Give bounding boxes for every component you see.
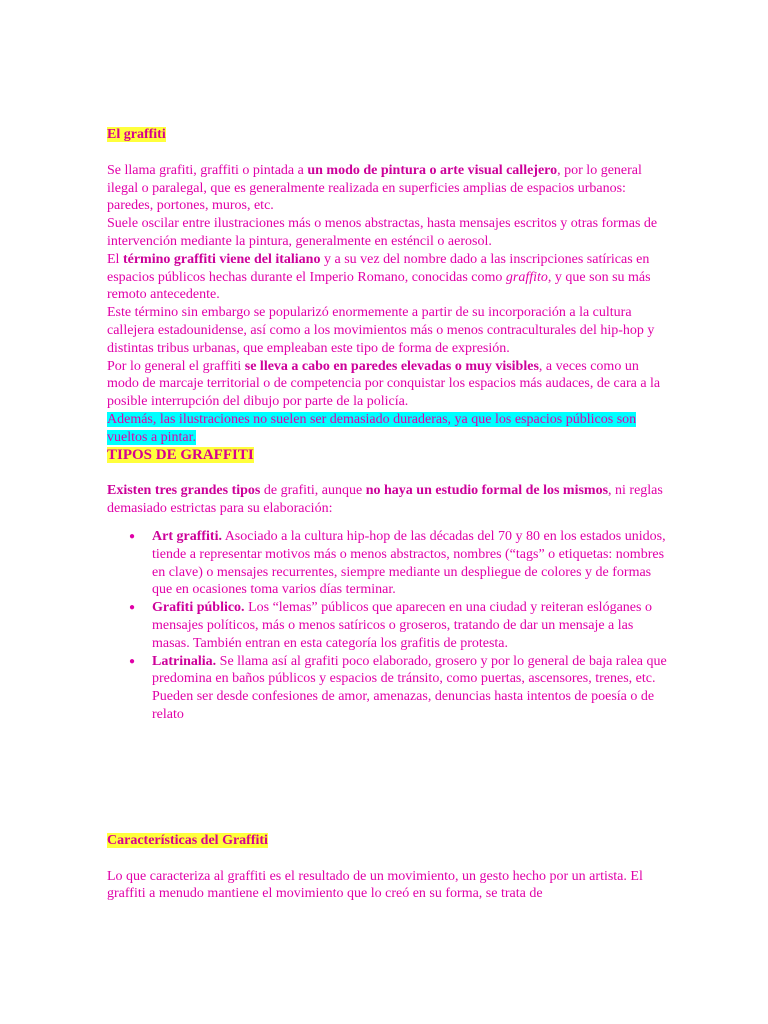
bold-run: un modo de pintura o arte visual callejero xyxy=(307,162,558,178)
caracteristicas-heading: Características del Graffiti xyxy=(107,832,268,848)
list-item-term: Art graffiti. xyxy=(152,528,222,544)
intro-paragraph-3 xyxy=(107,251,673,304)
caracteristicas-paragraph: Lo que caracteriza al graffiti es el resultado de un movimiento, un gesto hecho por un artista. El graffiti a menudo mantiene el movimiento que lo creó en su forma, se trata de xyxy=(107,868,643,902)
list-item-text: Se llama así al grafiti poco elaborado, grosero y por lo general de baja ralea que predomina en baños públicos y espacios de tránsito, como puertas, ascensores, trenes, etc. Pueden ser desde confesiones de amor, amenazas, denuncias hasta intentos de poesía o de relato xyxy=(152,653,667,722)
caracteristicas-heading-line xyxy=(107,832,673,850)
tipos-lead-paragraph xyxy=(107,482,673,518)
bold-run: no haya un estudio formal de los mismos xyxy=(365,483,609,499)
highlighted-text: Además, las ilustraciones no suelen ser demasiado duraderas, ya que los espacios públicos son vueltos a pintar. xyxy=(107,411,637,445)
text-run: , por lo general ilegal o paralegal, que es generalmente realizada en superficies amplias de espacios urbanos: paredes, portones, muros, etc. xyxy=(107,162,642,214)
list-item xyxy=(152,653,673,724)
text-run: Se llama grafiti, graffiti o pintada a xyxy=(107,162,308,178)
text-run: , a veces como un modo de marcaje territorial o de competencia por conquistar los espacios más audaces, de cara a la posible interrupción del dibujo por parte de la policía. xyxy=(107,358,661,410)
text-run: y a su vez del nombre dado a las inscripciones satíricas en espacios públicos hechas durante el Imperio Romano, conocidas como xyxy=(107,251,650,285)
list-item xyxy=(152,599,673,652)
italic-run: graffito xyxy=(505,269,548,285)
list-item-text: Los “lemas” públicos que aparecen en una ciudad y reiteran eslóganes o mensajes políticos, más o menos satíricos o groseros, tratando de dar un mensaje a las masas. También entran en esta categoría los grafitis de protesta. xyxy=(152,600,652,651)
bold-run: se lleva a cabo en paredes elevadas o muy visibles xyxy=(244,358,539,374)
bold-run: Existen tres grandes tipos xyxy=(107,483,261,499)
bold-run: término graffiti viene del italiano xyxy=(122,251,321,267)
list-item xyxy=(152,528,673,599)
list-item-text: Asociado a la cultura hip-hop de las décadas del 70 y 80 en los estados unidos, tiende a representar motivos más o menos abstractos, nombres (“tags” o etiquetas: nombres en clave) o mensajes recurrentes, siempre mediante un despliegue de colores y de formas que en ocasiones toma varios días terminar. xyxy=(152,528,666,598)
text-run: Por lo general el graffiti xyxy=(107,358,245,374)
tipos-heading: TIPOS DE GRAFFITI xyxy=(107,446,254,463)
intro-paragraph-4: Este término sin embargo se popularizó enormemente a partir de su incorporación a la cultura callejera estadounidense, así como a los movimientos más o menos contraculturales del hip-hop y distintas tribus urbanas, que empleaban este tipo de forma de expresión. xyxy=(107,305,655,356)
list-item-term: Latrinalia. xyxy=(152,653,217,669)
list-item-term: Grafiti público. xyxy=(152,600,245,616)
tipos-list xyxy=(107,528,673,724)
doc-title: El graffiti xyxy=(107,127,166,142)
intro-paragraph-2: Suele oscilar entre ilustraciones más o menos abstractas, hasta mensajes escritos y otras formas de intervención mediante la pintura, generalmente en esténcil o aerosol. xyxy=(107,216,658,249)
text-run: El xyxy=(107,251,123,267)
tipos-heading-line xyxy=(107,447,673,465)
text-run: de grafiti, aunque xyxy=(260,483,366,499)
text-run: , ni reglas demasiado estrictas para su elaboración: xyxy=(107,483,663,517)
doc-title-line xyxy=(107,126,673,144)
text-run: , y que son su más remoto antecedente. xyxy=(107,269,651,303)
intro-paragraph-6 xyxy=(107,411,673,447)
intro-paragraph-1 xyxy=(107,162,673,215)
intro-paragraph-5 xyxy=(107,358,673,411)
